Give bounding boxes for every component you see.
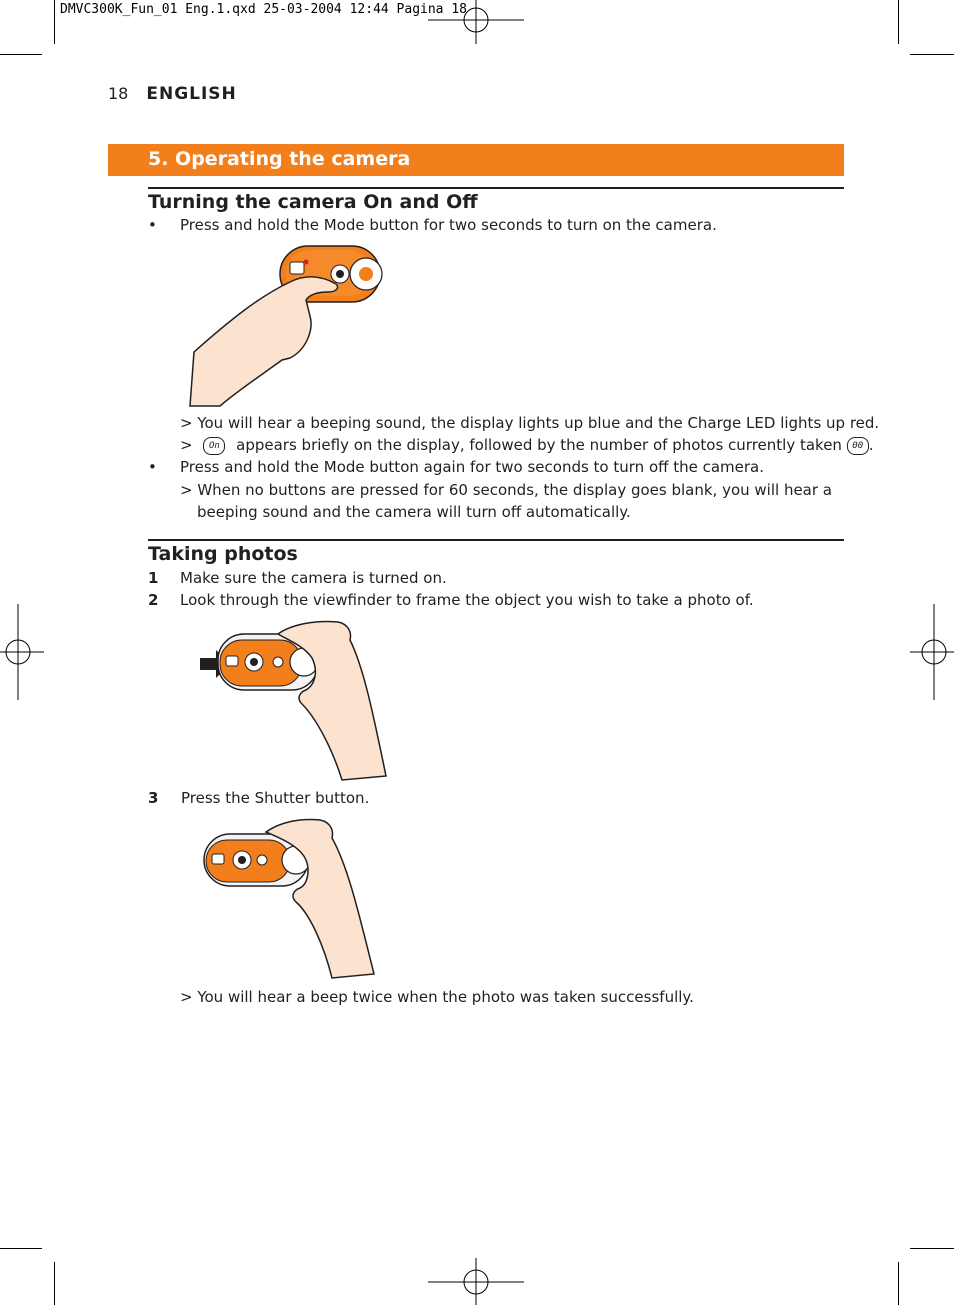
bullet-icon: •	[148, 216, 157, 234]
page-number: 18	[108, 84, 129, 103]
heading-turning: Turning the camera On and Off	[148, 191, 478, 213]
print-slug: DMVC300K_Fun_01 Eng.1.qxd 25-03-2004 12:44 Pagina 18	[60, 2, 467, 17]
page-header	[108, 84, 237, 104]
crop-mark	[898, 1262, 899, 1305]
crop-mark	[910, 1248, 954, 1249]
step-number: 3	[148, 789, 159, 807]
registration-mark	[0, 604, 44, 700]
result-prefix: >	[180, 436, 193, 454]
section-bar	[108, 144, 844, 176]
display-count-icon: 00	[847, 437, 869, 455]
crop-mark	[910, 54, 954, 55]
registration-mark	[910, 604, 954, 700]
display-on-icon: On	[203, 437, 225, 455]
illustration-hold-camera	[192, 618, 388, 780]
result-on-display	[180, 436, 874, 455]
illustration-finger-press	[190, 240, 390, 406]
step-turn-off: Press and hold the Mode button again for two seconds to turn off the camera.	[180, 458, 765, 476]
result-on-text: appears briefly on the display, followed by the number of photos currently taken	[236, 436, 842, 454]
heading-taking-photos: Taking photos	[148, 543, 298, 565]
result-end: .	[868, 436, 874, 454]
crop-mark	[54, 1262, 55, 1305]
result-beep-twice: > You will hear a beep twice when the photo was taken successfully.	[180, 988, 694, 1006]
registration-mark	[428, 0, 524, 46]
divider	[148, 539, 844, 541]
crop-mark	[0, 54, 42, 55]
result-auto-off-2: beeping sound and the camera will turn off automatically.	[197, 503, 631, 521]
language-label: ENGLISH	[146, 84, 237, 104]
result-beep-display: > You will hear a beeping sound, the display lights up blue and the Charge LED lights up red.	[180, 414, 880, 432]
step-number: 2	[148, 591, 159, 609]
result-auto-off-1: > When no buttons are pressed for 60 seconds, the display goes blank, you will hear a	[180, 481, 833, 499]
registration-mark	[428, 1258, 524, 1305]
crop-mark	[0, 1248, 42, 1249]
step-camera-on: Make sure the camera is turned on.	[180, 569, 447, 587]
step-turn-on: Press and hold the Mode button for two seconds to turn on the camera.	[180, 216, 717, 234]
divider	[148, 187, 844, 189]
crop-mark	[54, 0, 55, 44]
step-number: 1	[148, 569, 159, 587]
illustration-press-shutter	[202, 818, 378, 978]
bullet-icon: •	[148, 458, 157, 476]
step-shutter: Press the Shutter button.	[181, 789, 370, 807]
crop-mark	[898, 0, 899, 44]
step-viewfinder: Look through the viewfinder to frame the object you wish to take a photo of.	[180, 591, 754, 609]
section-title: 5. Operating the camera	[148, 148, 411, 170]
